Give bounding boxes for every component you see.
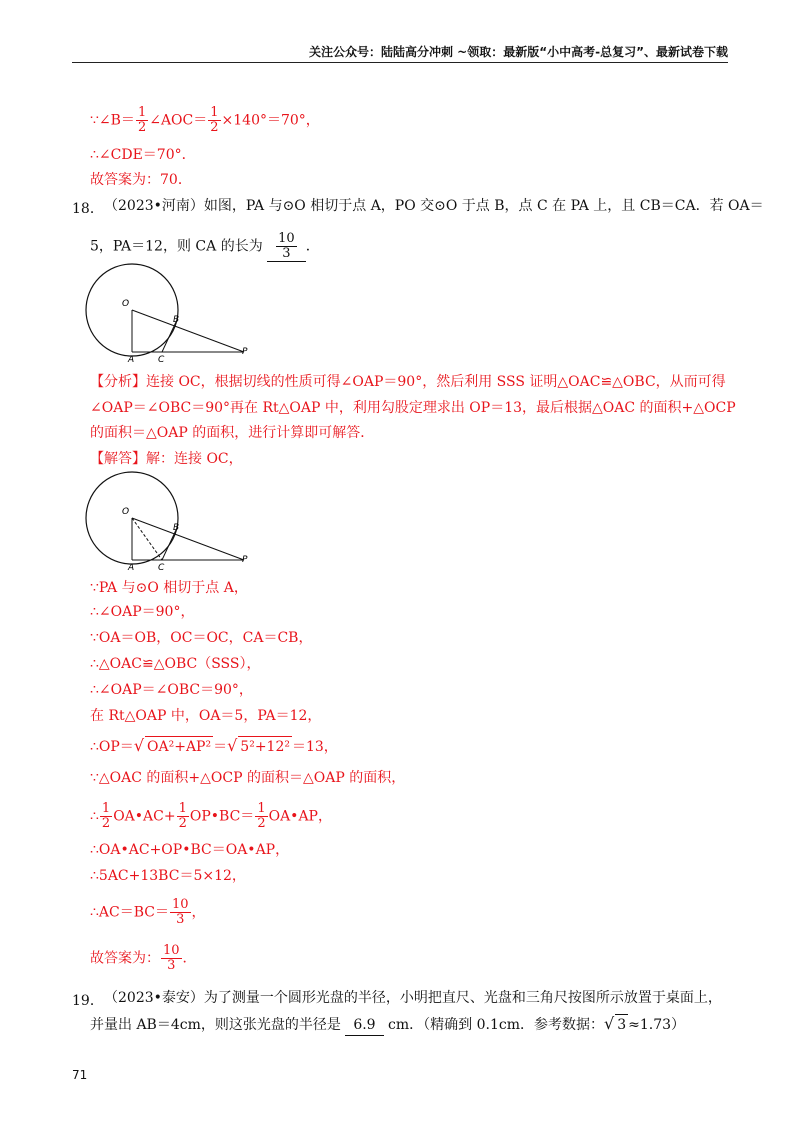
step-5: ∴∠OAP＝∠OBC＝90°， bbox=[90, 682, 253, 698]
fraction: $\frac{1}{2}$ bbox=[137, 105, 147, 135]
label-p: P bbox=[242, 347, 248, 357]
step-1: ∵PA 与⊙O 相切于点 A， bbox=[90, 580, 248, 596]
q18-line-2: 5，PA＝12，则 CA 的长为 $\frac{10}{3}$ ． bbox=[90, 231, 320, 261]
label-p: P bbox=[242, 555, 248, 565]
label-b: B bbox=[173, 315, 180, 325]
q18-line-1: （2023•河南）如图，PA 与⊙O 相切于点 A，PO 交⊙O 于点 B，点 C 在 PA 上，且 CB＝CA．若 OA＝ bbox=[104, 198, 764, 214]
step-3: ∵OA＝OB，OC＝OC，CA＝CB， bbox=[90, 630, 313, 646]
label-c: C bbox=[158, 563, 165, 573]
label-a: A bbox=[128, 563, 135, 573]
header-rule bbox=[72, 62, 728, 63]
question-number-19: 19． bbox=[72, 993, 104, 1009]
prev-line-1: ∵∠B＝ $\frac{1}{2}$ ∠AOC＝ $\frac{1}{2}$ ×140°＝70°， bbox=[90, 105, 320, 135]
area-line: ∵△OAC 的面积+△OCP 的面积＝△OAP 的面积， bbox=[90, 770, 406, 786]
equation-3: ∴5AC+13BC＝5×12， bbox=[90, 868, 246, 884]
prev-line-2: ∴∠CDE＝70°． bbox=[90, 147, 196, 163]
q18-figure bbox=[84, 262, 264, 367]
step-4: ∴△OAC≌△OBC（SSS）， bbox=[90, 656, 261, 672]
analysis-line-3: 的面积＝△OAP 的面积，进行计算即可解答． bbox=[90, 425, 375, 441]
label-o: O bbox=[122, 299, 130, 309]
analysis-line-1: 【分析】连接 OC，根据切线的性质可得∠OAP＝90°，然后利用 SSS 证明△OAC≌△OBC，从而可得 bbox=[90, 374, 726, 390]
q19-line-1: （2023•泰安）为了测量一个圆形光盘的半径，小明把直尺、光盘和三角尺按图所示放置于桌面上， bbox=[104, 990, 722, 1006]
solution-heading: 【解答】解：连接 OC， bbox=[90, 451, 243, 467]
label-o: O bbox=[122, 507, 130, 517]
step-6: 在 Rt△OAP 中，OA＝5，PA＝12， bbox=[90, 708, 322, 724]
equation-1: ∴ $\frac{1}{2}$ OA•AC+ $\frac{1}{2}$ OP•BC＝ $\frac{1}{2}$ OA•AP， bbox=[90, 801, 332, 831]
equation-4: ∴AC＝BC＝ $\frac{10}{3}$ ， bbox=[90, 897, 206, 927]
page-number: 71 bbox=[72, 1068, 88, 1082]
analysis-line-2: ∠OAP＝∠OBC＝90°再在 Rt△OAP 中，利用勾股定理求出 OP＝13，最后根据△OAC 的面积+△OCP bbox=[90, 400, 736, 416]
answer-blank: $\frac{10}{3}$ bbox=[267, 232, 306, 262]
equation-2: ∴OA•AC+OP•BC＝OA•AP， bbox=[90, 842, 290, 858]
q19-line-2: 并量出 AB＝4cm，则这张光盘的半径是 6.9 cm．（精确到 0.1cm．参考数据：√ 3 ≈1.73） bbox=[90, 1014, 685, 1036]
page-header: 关注公众号：陆陆高分冲刺 ~领取：最新版“小中高考-总复习”、最新试卷下载 bbox=[309, 45, 728, 59]
final-answer: 故答案为： $\frac{10}{3}$ ． bbox=[90, 943, 197, 973]
prev-line-3: 故答案为：70． bbox=[90, 172, 192, 188]
label-a: A bbox=[128, 355, 135, 365]
label-c: C bbox=[158, 355, 165, 365]
step-2: ∴∠OAP＝90°， bbox=[90, 604, 195, 620]
q18-solution-figure bbox=[84, 470, 264, 575]
label-b: B bbox=[173, 523, 180, 533]
fraction: $\frac{1}{2}$ bbox=[210, 105, 219, 135]
answer-blank: 6.9 bbox=[345, 1015, 383, 1036]
question-number-18: 18． bbox=[72, 201, 104, 217]
op-line: ∴OP＝√ OA²+AP² ＝√ 5²+12² ＝13， bbox=[90, 736, 338, 755]
